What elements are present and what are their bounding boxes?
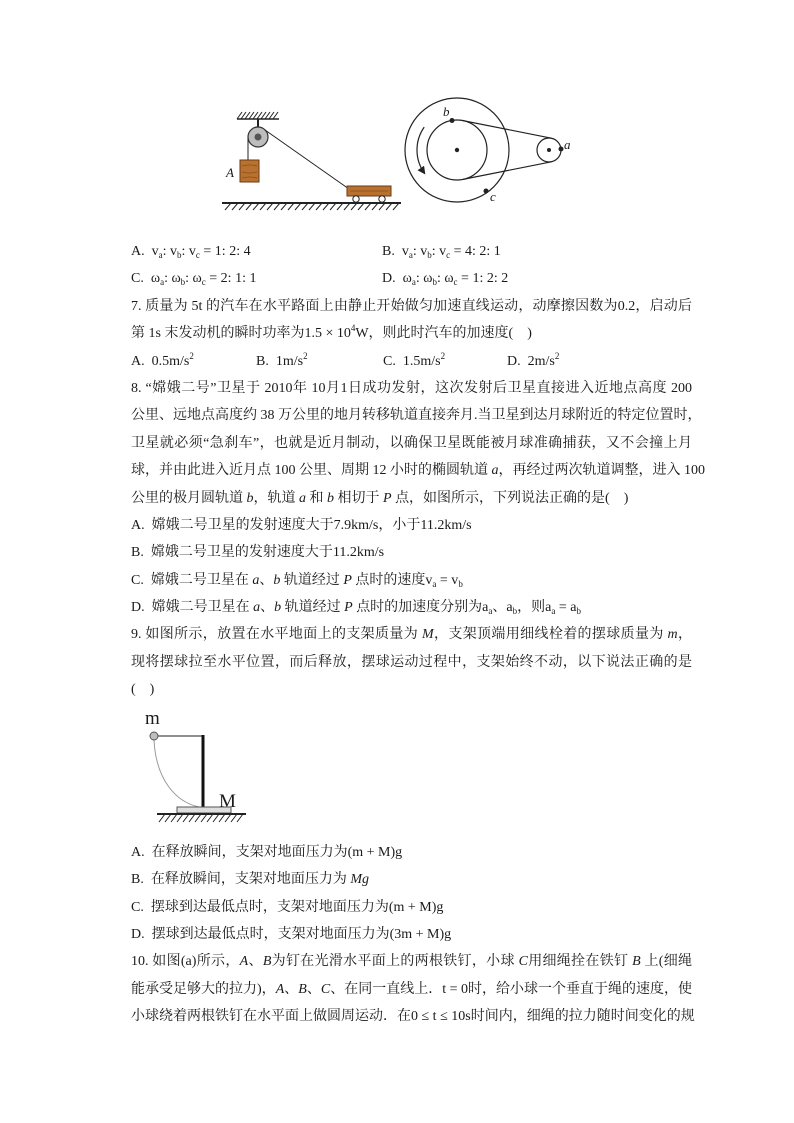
q6-option-b [382,238,501,265]
subscript: b [512,606,518,617]
text-run: 点，如图所示，下列说法正确的是( ) [391,490,629,506]
belt-pulley-figure [400,95,580,207]
italic-symbol: P [344,600,353,616]
subscript: a [432,578,437,589]
wheel-center-dot [455,148,459,152]
text-run: 能承受足够大的拉力)， [131,981,276,997]
text-run: A. 在释放瞬间，支架对地面压力为(m + M)g [131,844,403,860]
subscript: a [551,606,556,617]
text-run: ，轨道 [253,490,299,506]
q6-option-d [382,265,508,292]
text-run: B. v [382,244,409,259]
italic-symbol: a [253,600,261,616]
text-run: 为钉在光滑水平面上的两根铁钉，小球 [271,954,519,970]
text-run: C. 嫦娥二号卫星在 [131,572,253,588]
pendulum-ground [157,814,246,822]
ground [222,203,401,210]
text-run: C. 1.5m/s [383,353,441,369]
text-run: 卫星就必须“急刹车”，也就是近月制动，以确保卫星既能被月球准确捕获，又不会撞上月 [131,435,692,451]
italic-symbol: b [246,490,254,506]
superscript: 2 [554,350,560,361]
text-run: 8. “嫦娥二号”卫星于 2010年 10月1日成功发射，这次发射后卫星直接进入近地点高度 200 [131,380,692,396]
italic-symbol: B [632,954,641,970]
q7-line-1 [131,293,692,320]
italic-symbol: a [491,463,499,479]
text-run: 、在同一直线上．t = 0时，给小球一个垂直于绳的速度，使 [330,981,693,997]
text-run: = v [436,572,459,588]
subscript: b [177,250,182,260]
text-run: : ω [415,271,433,287]
text-run: 和 [306,490,327,506]
text-run: A. 嫦娥二号卫星的发射速度大于7.9km/s，小于11.2km/s [131,517,472,533]
italic-symbol: B [298,981,307,997]
text-run: ( ) [131,682,155,698]
q8-line-4 [131,457,705,484]
q7-line-2 [131,320,692,347]
text-run: 、a [492,600,513,616]
swing-arc [154,740,199,807]
q8-line-2 [131,402,702,429]
text-run: = 1: 2: 4 [199,244,251,259]
text-run: = 1: 2: 2 [457,271,509,287]
text-run: B. 1m/s [256,353,304,369]
text-run: B. 在释放瞬间，支架对地面压力为 [131,872,351,888]
text-run: 用细绳拴在铁钉 [527,954,633,970]
subscript: c [453,277,458,288]
subscript: c [195,250,200,260]
text-run: : ω [164,271,181,287]
q8-line-3 [131,430,692,457]
text-run: W，则此时汽车的加速度( ) [355,326,532,342]
subscript: a [488,606,493,617]
text-run: D. 嫦娥二号卫星在 [131,600,254,616]
subscript: a [160,277,165,288]
italic-symbol: P [383,490,392,506]
q8-line-5 [131,485,692,512]
italic-symbol: A [239,954,249,970]
q10-line-2 [131,976,692,1003]
pendulum-stand-figure [131,704,261,829]
subscript: a [411,277,416,288]
text-run: B. 嫦娥二号卫星的发射速度大于11.2km/s [131,545,385,561]
point-b [450,118,455,123]
q9-line-3 [131,676,692,703]
text-run: D. 摆球到达最低点时，支架对地面压力为(3m + M)g [131,927,452,942]
q6-option-row-1 [131,238,692,265]
text-run: 点时的速度v [351,572,433,588]
small-wheel-center-dot [547,148,551,152]
q10-line-1 [131,948,692,975]
italic-symbol: C [518,954,528,970]
text-run: 轨道经过 [281,600,345,616]
italic-symbol: m [667,627,678,643]
q9-option-b [131,866,692,893]
text-run: A. v [131,244,159,259]
italic-symbol: b [273,572,281,588]
text-run: 点时的加速度分别为a [352,600,489,616]
text-run: : ω [185,271,202,287]
italic-symbol: P [343,572,352,588]
block-label: A [226,165,234,180]
italic-symbol: a [252,572,260,588]
text-run: : v [412,244,428,259]
subscript: b [432,277,437,288]
point-c-label: c [490,189,496,204]
superscript: 2 [303,350,308,361]
subscript: b [576,606,581,617]
text-run: = 2: 1: 1 [205,271,257,287]
text-run: ，再经过两次轨道调整，进入 100 [498,463,705,479]
subscript: b [427,250,432,260]
italic-symbol: C [320,981,331,997]
q9-line-1 [131,621,692,648]
text-run: 、 [306,981,321,997]
pulley-cart-figure [215,100,405,215]
text-run: D. ω [382,271,412,287]
q9-option-d [131,921,692,948]
text-run: 上(细绳 [640,954,693,970]
q6-option-row-2 [131,265,692,292]
ball-mass-label: m [145,707,160,729]
text-run: : v [431,244,447,259]
slanted-rope [265,130,349,189]
italic-symbol: b [274,600,282,616]
text-run: ， [677,627,693,643]
point-a-label: a [564,137,571,152]
q7-option-a [131,348,194,375]
point-a [559,147,564,152]
text-run: 公里的极月圆轨道 [131,490,247,506]
italic-symbol: A [275,981,285,997]
text-run: 、 [260,600,275,616]
q7-option-row [131,348,692,375]
superscript: 4 [350,323,356,334]
stand-mass-label: M [219,790,236,812]
superscript: 2 [440,350,446,361]
subscript: a [158,250,163,260]
subscript: c [446,250,451,260]
text-run: ，则a [517,600,552,616]
text-run: : ω [436,271,454,287]
pendulum-figure-block [131,704,692,839]
italic-symbol: B [262,954,272,970]
q7-option-c [383,348,445,375]
rotation-arrow [417,127,424,173]
text-run: 相切于 [334,490,383,506]
text-run: 第 1s 末发动机的瞬时功率为1.5 × 10 [131,326,351,342]
italic-symbol: Mg [350,872,370,888]
q9-option-c [131,894,692,921]
text-run: 轨道经过 [280,572,344,588]
italic-symbol: M [421,627,434,643]
text-run: 球，并由此进入近月点 100 公里、周期 12 小时的椭圆轨道 [131,463,492,479]
point-b-label: b [443,104,450,119]
superscript: 2 [189,350,194,361]
text-run: = a [555,600,577,616]
text-run: 现将摆球拉至水平位置，而后释放，摆球运动过程中，支架始终不动，以下说法正确的是 [131,654,692,670]
q8-option-c [131,567,692,594]
q7-option-d [507,348,559,375]
q8-option-b [131,539,692,566]
text-run: A. 0.5m/s [131,353,190,369]
text-run: 10. 如图(a)所示， [131,954,240,970]
point-c [484,189,489,194]
subscript: a [408,250,413,260]
italic-symbol: b [327,490,334,506]
text-run: 公里、远地点高度约 38 万公里的地月转移轨道直接奔月.当卫星到达月球附近的特定位置时， [131,408,702,424]
subscript: b [180,277,186,288]
text-run: : v [162,244,178,259]
subscript: c [201,277,206,288]
q8-option-d [131,594,692,621]
q8-line-1 [131,375,692,402]
text-run: C. ω [131,271,161,287]
pendulum-ball [150,732,158,740]
q6-option-a [131,238,251,265]
question-text-column [131,238,705,1031]
q10-line-3 [131,1003,695,1030]
text-run: 、 [284,981,299,997]
text-run: D. 2m/s [507,353,555,369]
text-run: 7. 质量为 5t 的汽车在水平路面上由静止开始做匀加速直线运动，动摩擦因数为0.2，启动后 [131,298,692,314]
q9-option-a [131,839,692,866]
text-run: C. 摆球到达最低点时，支架对地面压力为(m + M)g [131,899,444,915]
text-run: 9. 如图所示，放置在水平地面上的支架质量为 [131,627,422,643]
cart [347,186,391,202]
text-run: : v [181,244,196,259]
q9-line-2 [131,649,692,676]
text-run: 小球绕着两根铁钉在水平面上做圆周运动．在0 ≤ t ≤ 10s时间内，细绳的拉力随时间变化的规 [131,1009,695,1025]
italic-symbol: a [299,490,306,506]
text-run: 、 [248,954,263,970]
text-run: = 4: 2: 1 [450,244,501,259]
text-run: ，支架顶端用细线栓着的摆球质量为 [433,627,668,643]
text-run: 、 [259,572,274,588]
q6-option-c [131,265,256,292]
q8-option-a [131,512,692,539]
block-a [240,160,259,182]
q7-option-b [256,348,308,375]
subscript: b [458,578,463,589]
